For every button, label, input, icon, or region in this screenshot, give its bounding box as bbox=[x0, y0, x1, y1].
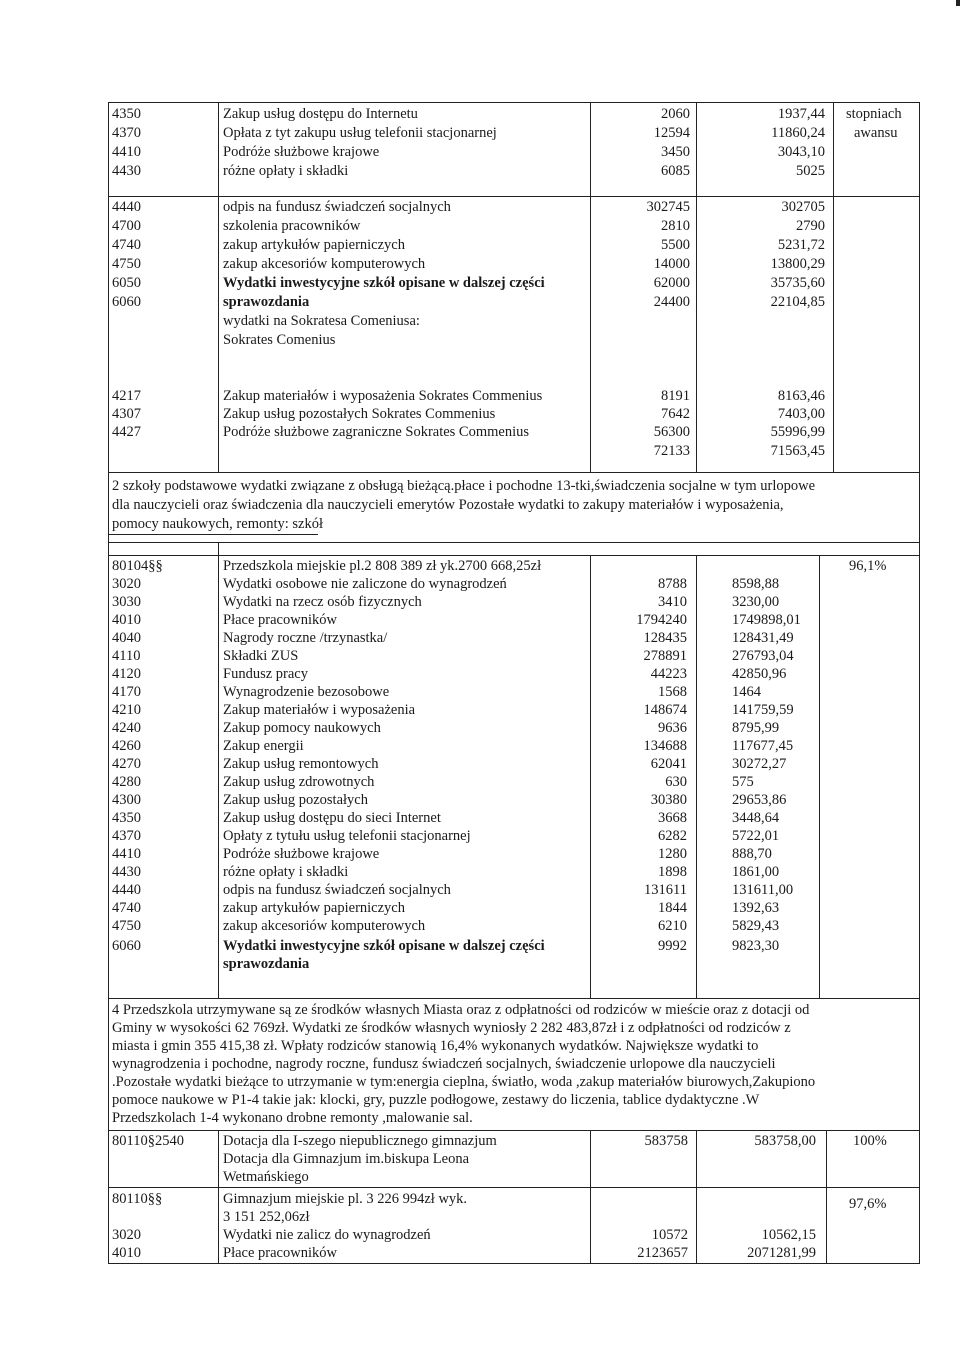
table-row bbox=[0, 809, 960, 828]
exec-value: 2071281,99 bbox=[747, 1245, 816, 1261]
plan-value: 8191 bbox=[661, 388, 690, 404]
note-1-line: 2 szkoły podstawowe wydatki związane z obsługą bieżącą.płace i pochodne 13-tki,świadczenia socjalne w tym urlopowe bbox=[112, 478, 816, 494]
note-2-line: Przedszkolach 1-4 wykonano drobne remonty ,malowanie sal. bbox=[112, 1110, 473, 1126]
description: Zakup usług remontowych bbox=[223, 756, 379, 772]
note-2-line: .Pozostałe wydatki bieżące to utrzymanie w tym:energia cieplna, światło, woda ,zakup materiałów biurowych,Zakupiono bbox=[112, 1074, 816, 1090]
percent-exec: 100% bbox=[853, 1133, 887, 1149]
plan-value: 1794240 bbox=[636, 612, 687, 628]
plan-value: 7642 bbox=[661, 406, 690, 422]
plan-value: 134688 bbox=[643, 738, 687, 754]
account-code: 4430 bbox=[112, 163, 141, 179]
note-2-line: Gminy w wysokości 62 769zł. Wydatki ze środków własnych wyniosły 2 282 483,87zł i z odpłatności od rodziców z bbox=[112, 1020, 791, 1036]
table-3-top-border bbox=[108, 542, 920, 543]
plan-value: 131611 bbox=[644, 882, 687, 898]
exec-value: 7403,00 bbox=[777, 406, 825, 422]
description: sprawozdania bbox=[223, 956, 310, 972]
table-row bbox=[0, 593, 960, 612]
account-code: 4440 bbox=[112, 882, 141, 898]
description: zakup artykułów papierniczych bbox=[223, 237, 405, 253]
account-code: 4280 bbox=[112, 774, 141, 790]
table-row bbox=[0, 124, 960, 143]
account-code: 80110§§ bbox=[112, 1191, 163, 1207]
description: Sokrates Comenius bbox=[223, 332, 336, 348]
exec-value: 5722,01 bbox=[732, 828, 780, 844]
exec-value: 5231,72 bbox=[777, 237, 825, 253]
note-2-right-border bbox=[919, 998, 920, 1130]
note-2-line: pomoce naukowe w P1-4 takie jak: klocki, gry, puzzle podłogowe, zestawy do liczenia, tablice dydaktyczne .W bbox=[112, 1092, 760, 1108]
table-row bbox=[0, 198, 960, 217]
table-row bbox=[0, 719, 960, 738]
description: Podróże służbowe zagraniczne Sokrates Commenius bbox=[223, 424, 530, 440]
plan-value: 1844 bbox=[658, 900, 687, 916]
description: sprawozdania bbox=[223, 294, 310, 310]
account-code: 4010 bbox=[112, 1245, 141, 1261]
table-row bbox=[0, 162, 960, 181]
plan-value: 56300 bbox=[653, 424, 690, 440]
exec-value: 1464 bbox=[732, 684, 761, 700]
table-row bbox=[0, 647, 960, 666]
description: Gimnazjum miejskie pl. 3 226 994zł wyk. bbox=[223, 1191, 468, 1207]
account-code: 4440 bbox=[112, 199, 141, 215]
plan-value: 3410 bbox=[658, 594, 687, 610]
description: Składki ZUS bbox=[223, 648, 299, 664]
table-row bbox=[0, 791, 960, 810]
account-code: 80110§2540 bbox=[112, 1133, 184, 1149]
table-row-cont bbox=[0, 1208, 960, 1227]
description: szkolenia pracowników bbox=[223, 218, 361, 234]
exec-value: 35735,60 bbox=[770, 275, 825, 291]
description: zakup akcesoriów komputerowych bbox=[223, 918, 426, 934]
table-row-total bbox=[0, 442, 960, 461]
plan-value: 2810 bbox=[661, 218, 690, 234]
exec-value: 575 bbox=[732, 774, 754, 790]
description: 3 151 252,06zł bbox=[223, 1209, 310, 1225]
account-code: 4217 bbox=[112, 388, 141, 404]
table-4-top-border bbox=[108, 1130, 920, 1131]
table-3-header-line bbox=[108, 555, 920, 556]
plan-value: 14000 bbox=[653, 256, 690, 272]
description: wydatki na Sokratesa Comeniusa: bbox=[223, 313, 420, 329]
plan-value: 1898 bbox=[658, 864, 687, 880]
plan-value: 2060 bbox=[661, 106, 690, 122]
exec-value: 141759,59 bbox=[732, 702, 794, 718]
table-row bbox=[0, 293, 960, 312]
table-row bbox=[0, 312, 960, 331]
exec-value: 3230,00 bbox=[732, 594, 780, 610]
account-code: 4120 bbox=[112, 666, 141, 682]
note-2-left-border bbox=[108, 998, 109, 1130]
table-4-row-line bbox=[108, 1187, 920, 1188]
account-code: 4010 bbox=[112, 612, 141, 628]
table-row bbox=[0, 899, 960, 918]
table-row bbox=[0, 405, 960, 424]
plan-value: 6282 bbox=[658, 828, 687, 844]
exec-value: 302705 bbox=[781, 199, 825, 215]
table-row bbox=[0, 629, 960, 648]
exec-value: 131611,00 bbox=[732, 882, 794, 898]
exec-value: 276793,04 bbox=[732, 648, 794, 664]
plan-value: 2123657 bbox=[637, 1245, 688, 1261]
table-row bbox=[0, 845, 960, 864]
description: Opłaty z tytułu usług telefonii stacjonarnej bbox=[223, 828, 471, 844]
note-1-line: dla nauczycieli oraz świadczenia dla nauczycieli emerytów Pozostałe wydatki to zakupy materiałów i wyposażenia, bbox=[112, 497, 784, 513]
account-code: 3020 bbox=[112, 576, 141, 592]
plan-value: 62041 bbox=[650, 756, 687, 772]
table-row bbox=[0, 1226, 960, 1245]
plan-value: 12594 bbox=[653, 125, 690, 141]
table-row bbox=[0, 331, 960, 350]
account-code: 6050 bbox=[112, 275, 141, 291]
description: Zakup pomocy naukowych bbox=[223, 720, 381, 736]
description: Wetmańskiego bbox=[223, 1169, 309, 1185]
plan-value: 6085 bbox=[661, 163, 690, 179]
account-code: 4040 bbox=[112, 630, 141, 646]
exec-value: 3043,10 bbox=[777, 144, 825, 160]
plan-value: 1568 bbox=[658, 684, 687, 700]
plan-value: 583758 bbox=[644, 1133, 688, 1149]
description: różne opłaty i składki bbox=[223, 163, 349, 179]
table-4-bottom-border bbox=[108, 1263, 920, 1264]
description: Zakup materiałów i wyposażenia Sokrates Commenius bbox=[223, 388, 543, 404]
description: Zakup usług dostępu do sieci Internet bbox=[223, 810, 441, 826]
description: Nagrody roczne /trzynastka/ bbox=[223, 630, 388, 646]
description: Wydatki inwestycyjne szkół opisane w dalszej części bbox=[223, 938, 545, 954]
exec-value: 128431,49 bbox=[732, 630, 794, 646]
description: Zakup usług pozostałych Sokrates Commenius bbox=[223, 406, 496, 422]
note-1-right-border bbox=[919, 472, 920, 542]
table-row-cont bbox=[0, 1168, 960, 1187]
exec-value: 3448,64 bbox=[732, 810, 780, 826]
description: różne opłaty i składki bbox=[223, 864, 349, 880]
note-1-line: pomocy naukowych, remonty: szkół bbox=[112, 516, 324, 532]
note-1-top-border bbox=[108, 472, 920, 473]
description: Wydatki inwestycyjne szkół opisane w dalszej części bbox=[223, 275, 545, 291]
description: odpis na fundusz świadczeń socjalnych bbox=[223, 199, 451, 215]
note-1-underline bbox=[108, 534, 318, 535]
note-2-line: miasta i gmin 355 415,38 zł. Wpłaty rodziców stanowią 16,4% wykonanych wydatków. Największe wydatki to bbox=[112, 1038, 759, 1054]
table-row bbox=[0, 1190, 960, 1212]
exec-value: 583758,00 bbox=[754, 1133, 816, 1149]
percent-exec: 96,1% bbox=[849, 558, 887, 574]
exec-value: 29653,86 bbox=[732, 792, 787, 808]
account-code: 4350 bbox=[112, 106, 141, 122]
description: Zakup materiałów i wyposażenia bbox=[223, 702, 416, 718]
account-code: 3030 bbox=[112, 594, 141, 610]
plan-value: 24400 bbox=[653, 294, 690, 310]
account-code: 4370 bbox=[112, 125, 141, 141]
section-title: Przedszkola miejskie pl.2 808 389 zł yk.2700 668,25zł bbox=[223, 558, 542, 574]
table-row bbox=[0, 423, 960, 442]
table-row bbox=[0, 683, 960, 702]
description: Podróże służbowe krajowe bbox=[223, 846, 380, 862]
account-code: 4170 bbox=[112, 684, 141, 700]
exec-value: 9823,30 bbox=[732, 938, 780, 954]
table-row-cont bbox=[0, 1150, 960, 1169]
account-code: 6060 bbox=[112, 294, 141, 310]
description: Zakup usług pozostałych bbox=[223, 792, 368, 808]
table-row bbox=[0, 1244, 960, 1263]
description: zakup akcesoriów komputerowych bbox=[223, 256, 426, 272]
account-code: 4300 bbox=[112, 792, 141, 808]
table-row bbox=[0, 217, 960, 236]
description: Dotacja dla Gimnazjum im.biskupa Leona bbox=[223, 1151, 470, 1167]
account-code: 4750 bbox=[112, 256, 141, 272]
table-row bbox=[0, 143, 960, 162]
exec-value: 11860,24 bbox=[771, 125, 825, 141]
account-code: 4210 bbox=[112, 702, 141, 718]
plan-value: 148674 bbox=[643, 702, 687, 718]
table-row bbox=[0, 236, 960, 255]
plan-value: 44223 bbox=[650, 666, 687, 682]
corner-mark bbox=[956, 0, 960, 6]
exec-value: 5025 bbox=[796, 163, 825, 179]
note-2-top-border bbox=[108, 998, 920, 999]
table-3-header-row bbox=[0, 557, 960, 576]
plan-value: 278891 bbox=[643, 648, 687, 664]
description: zakup artykułów papierniczych bbox=[223, 900, 405, 916]
description: Opłata z tyt zakupu usług telefonii stacjonarnej bbox=[223, 125, 497, 141]
exec-value: 2790 bbox=[796, 218, 825, 234]
plan-value: 8788 bbox=[658, 576, 687, 592]
table-row bbox=[0, 881, 960, 900]
note-2-line: wynagrodzenia i pochodne, nagrody roczne, fundusz świadczeń socjalnych, świadczenie urlopowe dla nauczycieli bbox=[112, 1056, 776, 1072]
account-code: 6060 bbox=[112, 938, 141, 954]
account-code: 4270 bbox=[112, 756, 141, 772]
account-code: 4750 bbox=[112, 918, 141, 934]
account-code: 4110 bbox=[112, 648, 141, 664]
plan-value: 9992 bbox=[658, 938, 687, 954]
exec-value: 888,70 bbox=[732, 846, 772, 862]
description: Płace pracowników bbox=[223, 612, 337, 628]
exec-value: 5829,43 bbox=[732, 918, 780, 934]
description: Wydatki nie zalicz do wynagrodzeń bbox=[223, 1227, 431, 1243]
account-code: 4740 bbox=[112, 900, 141, 916]
table-row bbox=[0, 827, 960, 846]
exec-value: 1861,00 bbox=[732, 864, 780, 880]
exec-value: 1392,63 bbox=[732, 900, 780, 916]
account-code: 4427 bbox=[112, 424, 141, 440]
note-2-line: 4 Przedszkola utrzymywane są ze środków własnych Miasta oraz z odpłatności od rodziców w mieście oraz z dotacji od bbox=[112, 1002, 810, 1018]
table-row bbox=[0, 773, 960, 792]
plan-value: 1280 bbox=[658, 846, 687, 862]
plan-value: 62000 bbox=[653, 275, 690, 291]
note: awansu bbox=[854, 125, 898, 141]
exec-value: 8795,99 bbox=[732, 720, 780, 736]
plan-total: 72133 bbox=[653, 443, 690, 459]
plan-value: 630 bbox=[665, 774, 687, 790]
account-code: 4740 bbox=[112, 237, 141, 253]
table-row bbox=[0, 255, 960, 274]
plan-value: 30380 bbox=[650, 792, 687, 808]
account-code: 3020 bbox=[112, 1227, 141, 1243]
description: Fundusz pracy bbox=[223, 666, 308, 682]
exec-value: 10562,15 bbox=[761, 1227, 816, 1243]
description: Dotacja dla I-szego niepublicznego gimnazjum bbox=[223, 1133, 497, 1149]
table-row bbox=[0, 105, 960, 124]
description: Płace pracowników bbox=[223, 1245, 337, 1261]
table-row bbox=[0, 701, 960, 720]
table-row bbox=[0, 611, 960, 630]
table-row bbox=[0, 755, 960, 774]
exec-value: 22104,85 bbox=[770, 294, 825, 310]
description: Zakup usług dostępu do Internetu bbox=[223, 106, 418, 122]
description: odpis na fundusz świadczeń socjalnych bbox=[223, 882, 451, 898]
exec-value: 1749898,01 bbox=[732, 612, 801, 628]
description: Wydatki na rzecz osób fizycznych bbox=[223, 594, 422, 610]
table-row bbox=[0, 575, 960, 594]
account-code: 4240 bbox=[112, 720, 141, 736]
table-row bbox=[0, 274, 960, 293]
account-code: 4430 bbox=[112, 864, 141, 880]
percent-exec: 97,6% bbox=[849, 1196, 887, 1212]
exec-value: 8163,46 bbox=[777, 388, 825, 404]
section-code: 80104§§ bbox=[112, 558, 163, 574]
description: Wynagrodzenie bezosobowe bbox=[223, 684, 390, 700]
exec-value: 55996,99 bbox=[770, 424, 825, 440]
exec-value: 1937,44 bbox=[777, 106, 825, 122]
plan-value: 5500 bbox=[661, 237, 690, 253]
plan-value: 10572 bbox=[651, 1227, 688, 1243]
plan-value: 3668 bbox=[658, 810, 687, 826]
description: Wydatki osobowe nie zaliczone do wynagrodzeń bbox=[223, 576, 507, 592]
table-row bbox=[0, 937, 960, 956]
table-row bbox=[0, 863, 960, 882]
account-code: 4410 bbox=[112, 846, 141, 862]
plan-value: 128435 bbox=[643, 630, 687, 646]
account-code: 4370 bbox=[112, 828, 141, 844]
plan-value: 6210 bbox=[658, 918, 687, 934]
account-code: 4350 bbox=[112, 810, 141, 826]
description: Zakup energii bbox=[223, 738, 304, 754]
table-2-top-border bbox=[108, 196, 920, 197]
account-code: 4410 bbox=[112, 144, 141, 160]
table-row bbox=[0, 917, 960, 936]
description: Zakup usług zdrowotnych bbox=[223, 774, 375, 790]
plan-value: 3450 bbox=[661, 144, 690, 160]
table-row bbox=[0, 1132, 960, 1151]
note-1-left-border bbox=[108, 472, 109, 542]
account-code: 4700 bbox=[112, 218, 141, 234]
table-row bbox=[0, 665, 960, 684]
account-code: 4260 bbox=[112, 738, 141, 754]
plan-value: 9636 bbox=[658, 720, 687, 736]
table-row bbox=[0, 955, 960, 974]
exec-value: 13800,29 bbox=[770, 256, 825, 272]
exec-value: 30272,27 bbox=[732, 756, 787, 772]
exec-value: 42850,96 bbox=[732, 666, 787, 682]
table-row bbox=[0, 737, 960, 756]
description: Podróże służbowe krajowe bbox=[223, 144, 380, 160]
exec-value: 8598,88 bbox=[732, 576, 780, 592]
plan-value: 302745 bbox=[646, 199, 690, 215]
note: stopniach bbox=[846, 106, 902, 122]
exec-total: 71563,45 bbox=[770, 443, 825, 459]
account-code: 4307 bbox=[112, 406, 141, 422]
table-1-top-border bbox=[108, 102, 920, 103]
exec-value: 117677,45 bbox=[732, 738, 794, 754]
table-row bbox=[0, 387, 960, 406]
